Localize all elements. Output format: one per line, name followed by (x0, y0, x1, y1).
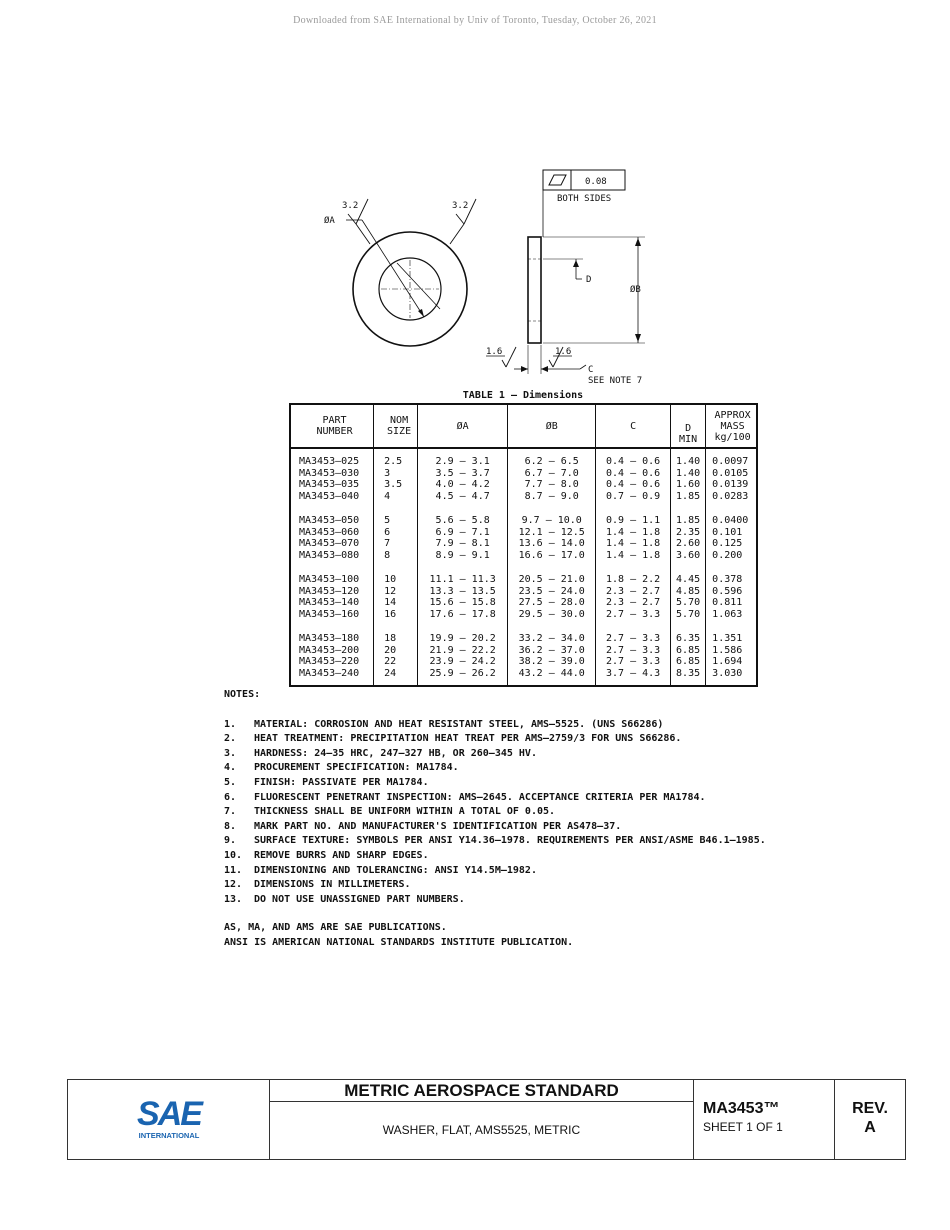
cell-value-a: 3.5 – 3.7 (435, 467, 490, 479)
cell-value-d: 8.35 (676, 667, 701, 679)
cell-value-mass: 1.586 (712, 644, 743, 656)
cell-value-d: 4.45 (676, 574, 701, 585)
table-cell-part (290, 626, 374, 686)
cell-value-a: 21.9 – 22.2 (429, 644, 496, 656)
c-label: C (588, 365, 594, 375)
header-part-number: PART NUMBER (290, 404, 374, 448)
cell-value-part: MA3453–100 (299, 574, 360, 585)
cell-value-part: MA3453–050 (299, 515, 360, 526)
publications-line-2: ANSI IS AMERICAN NATIONAL STANDARDS INSTITUTE PUBLICATION. (224, 936, 574, 948)
cell-value-c: 2.7 – 3.3 (606, 644, 661, 656)
note-item (224, 718, 834, 733)
note-text: PROCUREMENT SPECIFICATION: MA1784. (254, 762, 459, 774)
cell-value-mass: 0.378 (712, 574, 743, 585)
cell-value-b: 33.2 – 34.0 (518, 633, 585, 644)
cell-value-nom: 16 (384, 608, 397, 620)
flatness-value: 0.08 (585, 177, 607, 187)
note-text: DIMENSIONS IN MILLIMETERS. (254, 879, 411, 891)
table-row-group (290, 508, 757, 567)
outer-circle (353, 232, 467, 346)
note-item (224, 747, 834, 762)
d-label: D (586, 275, 592, 285)
finish-label-left: 3.2 (342, 201, 359, 211)
table-row-group (290, 567, 757, 626)
revision-cell (835, 1080, 905, 1159)
cell-value-nom: 5 (384, 515, 391, 526)
document-number-cell (694, 1080, 835, 1159)
cell-value-d: 6.85 (676, 644, 701, 656)
cell-value-part: MA3453–025 (299, 456, 360, 467)
cell-value-c: 3.7 – 4.3 (606, 667, 661, 679)
cell-value-b: 20.5 – 21.0 (518, 574, 585, 585)
cell-value-a: 8.9 – 9.1 (435, 549, 490, 561)
header-nom-size: NOM SIZE (374, 404, 418, 448)
header-d-min: D MIN (670, 404, 705, 448)
note-item (224, 893, 834, 908)
cell-value-nom: 24 (384, 667, 397, 679)
table-cell-part (290, 567, 374, 626)
table-cell-c (596, 508, 671, 567)
cell-value-c: 2.3 – 2.7 (606, 585, 661, 597)
inner-circle (379, 258, 441, 320)
note-number: 12. (224, 879, 243, 891)
cell-value-b: 38.2 – 39.0 (518, 656, 585, 667)
cell-value-part: MA3453–240 (299, 667, 360, 679)
note-item (224, 834, 834, 849)
table-cell-mass (706, 626, 757, 686)
cell-value-part: MA3453–180 (299, 633, 360, 644)
header-dia-a: ØA (418, 404, 508, 448)
cell-value-d: 1.40 (676, 456, 701, 467)
cell-value-a: 13.3 – 13.5 (429, 585, 496, 597)
cell-value-a: 25.9 – 26.2 (429, 667, 496, 679)
cell-value-a: 4.5 – 4.7 (435, 490, 490, 502)
cell-value-a: 5.6 – 5.8 (435, 515, 490, 526)
table-cell-b (508, 508, 596, 567)
header-dia-b: ØB (508, 404, 596, 448)
table-cell-a (418, 567, 508, 626)
cell-value-mass: 0.0097 (712, 456, 749, 467)
cell-value-part: MA3453–035 (299, 479, 360, 490)
cell-value-nom: 6 (384, 526, 391, 538)
cell-value-a: 6.9 – 7.1 (435, 526, 490, 538)
note-text: MATERIAL: CORROSION AND HEAT RESISTANT STEEL, AMS–5525. (UNS S66286) (254, 718, 664, 730)
cell-value-b: 6.2 – 6.5 (524, 456, 579, 467)
dimensions-table (289, 403, 758, 687)
see-note-label: SEE NOTE 7 (588, 376, 643, 386)
cell-value-mass: 0.0283 (712, 490, 749, 502)
cell-value-d: 5.70 (676, 597, 701, 608)
table-body (290, 448, 757, 686)
cell-value-mass: 1.351 (712, 633, 743, 644)
note-item (224, 776, 834, 791)
cell-value-nom: 4 (384, 490, 391, 502)
cell-value-part: MA3453–040 (299, 490, 360, 502)
cell-value-c: 0.4 – 0.6 (606, 456, 661, 467)
note-item (224, 878, 834, 893)
publications-line-1: AS, MA, AND AMS ARE SAE PUBLICATIONS. (224, 922, 447, 934)
both-sides-label: BOTH SIDES (557, 194, 612, 204)
notes-list (224, 718, 834, 908)
cell-value-b: 43.2 – 44.0 (518, 667, 585, 679)
cell-value-c: 1.4 – 1.8 (606, 526, 661, 538)
note-text: FINISH: PASSIVATE PER MA1784. (254, 776, 429, 788)
publications-note (224, 921, 834, 950)
cell-value-c: 0.4 – 0.6 (606, 479, 661, 490)
cell-value-mass: 0.0139 (712, 479, 749, 490)
cell-value-b: 16.6 – 17.0 (518, 549, 585, 561)
cell-value-part: MA3453–030 (299, 467, 360, 479)
table-cell-b (508, 567, 596, 626)
notes-section (224, 688, 834, 951)
note-number: 1. (224, 718, 237, 730)
revision-value: A (864, 1119, 876, 1136)
note-item (224, 864, 834, 879)
cell-value-b: 36.2 – 37.0 (518, 644, 585, 656)
download-banner: Downloaded from SAE International by Univ of Toronto, Tuesday, October 26, 2021 (293, 15, 657, 26)
cell-value-c: 0.4 – 0.6 (606, 467, 661, 479)
part-description: WASHER, FLAT, AMS5525, METRIC (382, 1123, 581, 1137)
cell-value-a: 11.1 – 11.3 (429, 574, 496, 585)
cell-value-nom: 20 (384, 644, 397, 656)
table-cell-c (596, 567, 671, 626)
table-cell-mass (706, 567, 757, 626)
finish-side-left: 1.6 (486, 347, 503, 357)
sheet-number: SHEET 1 OF 1 (703, 1120, 783, 1134)
table-cell-nom (374, 448, 418, 508)
cell-value-b: 9.7 – 10.0 (521, 515, 582, 526)
sae-logo-subtext: INTERNATIONAL (138, 1131, 200, 1140)
note-number: 4. (224, 762, 237, 774)
cell-value-nom: 18 (384, 633, 397, 644)
cell-value-nom: 3.5 (384, 479, 403, 490)
table-cell-b (508, 626, 596, 686)
flatness-frame (543, 170, 625, 190)
table-cell-a (418, 448, 508, 508)
note-text: DO NOT USE UNASSIGNED PART NUMBERS. (254, 893, 465, 905)
note-number: 5. (224, 776, 237, 788)
note-number: 7. (224, 806, 237, 818)
note-number: 9. (224, 835, 237, 847)
cell-value-nom: 7 (384, 538, 391, 549)
cell-value-a: 7.9 – 8.1 (435, 538, 490, 549)
cell-value-nom: 12 (384, 585, 397, 597)
title-block (67, 1079, 906, 1160)
standard-type: METRIC AEROSPACE STANDARD (270, 1080, 693, 1102)
cell-value-c: 1.8 – 2.2 (606, 574, 661, 585)
header-approx-mass: APPROX MASS kg/100 (706, 404, 757, 448)
cell-value-part: MA3453–080 (299, 549, 360, 561)
cell-value-a: 23.9 – 24.2 (429, 656, 496, 667)
sae-logo (68, 1080, 270, 1159)
table-cell-c (596, 448, 671, 508)
cell-value-nom: 8 (384, 549, 391, 561)
note-item (224, 820, 834, 835)
cell-value-nom: 2.5 (384, 456, 403, 467)
cell-value-part: MA3453–120 (299, 585, 360, 597)
title-middle (270, 1080, 694, 1159)
cell-value-b: 8.7 – 9.0 (524, 490, 579, 502)
cell-value-c: 2.7 – 3.3 (606, 633, 661, 644)
note-item (224, 849, 834, 864)
cell-value-b: 12.1 – 12.5 (518, 526, 585, 538)
table-cell-d (670, 508, 705, 567)
flatness-icon (549, 175, 566, 185)
table-cell-d (670, 567, 705, 626)
table-cell-part (290, 508, 374, 567)
cell-value-c: 1.4 – 1.8 (606, 549, 661, 561)
cell-value-a: 19.9 – 20.2 (429, 633, 496, 644)
cell-value-part: MA3453–070 (299, 538, 360, 549)
note-text: HEAT TREATMENT: PRECIPITATION HEAT TREAT PER AMS–2759/3 FOR UNS S66286. (254, 733, 682, 745)
cell-value-a: 2.9 – 3.1 (435, 456, 490, 467)
note-number: 11. (224, 864, 243, 876)
cell-value-part: MA3453–160 (299, 608, 360, 620)
table-cell-mass (706, 508, 757, 567)
sae-logo-cell (68, 1080, 270, 1159)
cell-value-mass: 0.101 (712, 526, 743, 538)
table-cell-mass (706, 448, 757, 508)
table-cell-d (670, 448, 705, 508)
notes-title: NOTES: (224, 689, 261, 700)
dia-b-label: ØB (630, 285, 641, 295)
cell-value-nom: 14 (384, 597, 397, 608)
document-number: MA3453™ (703, 1100, 780, 1117)
note-text: FLUORESCENT PENETRANT INSPECTION: AMS–2645. ACCEPTANCE CRITERIA PER MA1784. (254, 791, 706, 803)
note-text: THICKNESS SHALL BE UNIFORM WITHIN A TOTAL OF 0.05. (254, 806, 556, 818)
table-title: TABLE 1 – Dimensions (462, 390, 584, 401)
cell-value-mass: 0.596 (712, 585, 743, 597)
cell-value-mass: 3.030 (712, 667, 743, 679)
cell-value-b: 29.5 – 30.0 (518, 608, 585, 620)
table-row-group (290, 448, 757, 508)
cell-value-b: 23.5 – 24.0 (518, 585, 585, 597)
cell-value-c: 1.4 – 1.8 (606, 538, 661, 549)
note-number: 13. (224, 893, 243, 905)
cell-value-b: 6.7 – 7.0 (524, 467, 579, 479)
cell-value-d: 5.70 (676, 608, 701, 620)
cell-value-d: 1.85 (676, 490, 701, 502)
cell-value-part: MA3453–140 (299, 597, 360, 608)
table-cell-nom (374, 626, 418, 686)
cell-value-b: 7.7 – 8.0 (524, 479, 579, 490)
washer-drawing-svg (300, 162, 680, 392)
cell-value-d: 3.60 (676, 549, 701, 561)
note-text: DIMENSIONING AND TOLERANCING: ANSI Y14.5M–1982. (254, 864, 537, 876)
cell-value-c: 0.9 – 1.1 (606, 515, 661, 526)
cell-value-d: 1.40 (676, 467, 701, 479)
note-text: HARDNESS: 24–35 HRC, 247–327 HB, OR 260–345 HV. (254, 747, 537, 759)
cell-value-d: 6.35 (676, 633, 701, 644)
cell-value-c: 0.7 – 0.9 (606, 490, 661, 502)
cell-value-part: MA3453–220 (299, 656, 360, 667)
note-number: 8. (224, 820, 237, 832)
cell-value-mass: 0.200 (712, 549, 743, 561)
table-cell-c (596, 626, 671, 686)
cell-value-d: 1.60 (676, 479, 701, 490)
note-number: 3. (224, 747, 237, 759)
table-cell-nom (374, 508, 418, 567)
table-cell-d (670, 626, 705, 686)
table-cell-nom (374, 567, 418, 626)
note-number: 6. (224, 791, 237, 803)
note-text: SURFACE TEXTURE: SYMBOLS PER ANSI Y14.36–1978. REQUIREMENTS PER ANSI/ASME B46.1–1985. (254, 835, 766, 847)
table-cell-a (418, 626, 508, 686)
cell-value-c: 2.7 – 3.3 (606, 608, 661, 620)
side-view (528, 237, 541, 343)
cell-value-c: 2.3 – 2.7 (606, 597, 661, 608)
sae-logo-text: SAE (137, 1095, 201, 1133)
cell-value-d: 1.85 (676, 515, 701, 526)
cell-value-part: MA3453–200 (299, 644, 360, 656)
note-item (224, 761, 834, 776)
cell-value-mass: 0.811 (712, 597, 743, 608)
note-item (224, 732, 834, 747)
cell-value-d: 6.85 (676, 656, 701, 667)
finish-side-right: 1.6 (555, 347, 572, 357)
cell-value-d: 2.35 (676, 526, 701, 538)
header-c: C (596, 404, 671, 448)
washer-drawing (300, 162, 680, 392)
cell-value-a: 15.6 – 15.8 (429, 597, 496, 608)
cell-value-mass: 1.063 (712, 608, 743, 620)
cell-value-b: 13.6 – 14.0 (518, 538, 585, 549)
cell-value-nom: 22 (384, 656, 397, 667)
revision-label: REV. (852, 1100, 888, 1117)
note-number: 10. (224, 849, 243, 861)
cell-value-nom: 10 (384, 574, 397, 585)
table-cell-a (418, 508, 508, 567)
table-row-group (290, 626, 757, 686)
cell-value-a: 17.6 – 17.8 (429, 608, 496, 620)
dia-a-label: ØA (324, 216, 335, 226)
note-item (224, 805, 834, 820)
cell-value-mass: 1.694 (712, 656, 743, 667)
cell-value-d: 2.60 (676, 538, 701, 549)
table-header-row (290, 404, 757, 448)
cell-value-mass: 0.125 (712, 538, 743, 549)
cell-value-a: 4.0 – 4.2 (435, 479, 490, 490)
cell-value-d: 4.85 (676, 585, 701, 597)
cell-value-part: MA3453–060 (299, 526, 360, 538)
table-cell-part (290, 448, 374, 508)
finish-label-right: 3.2 (452, 201, 469, 211)
cell-value-c: 2.7 – 3.3 (606, 656, 661, 667)
note-number: 2. (224, 733, 237, 745)
cell-value-mass: 0.0105 (712, 467, 749, 479)
cell-value-mass: 0.0400 (712, 515, 749, 526)
note-item (224, 791, 834, 806)
cell-value-b: 27.5 – 28.0 (518, 597, 585, 608)
note-text: MARK PART NO. AND MANUFACTURER'S IDENTIFICATION PER AS478–37. (254, 820, 622, 832)
cell-value-nom: 3 (384, 467, 391, 479)
note-text: REMOVE BURRS AND SHARP EDGES. (254, 849, 429, 861)
table-cell-b (508, 448, 596, 508)
